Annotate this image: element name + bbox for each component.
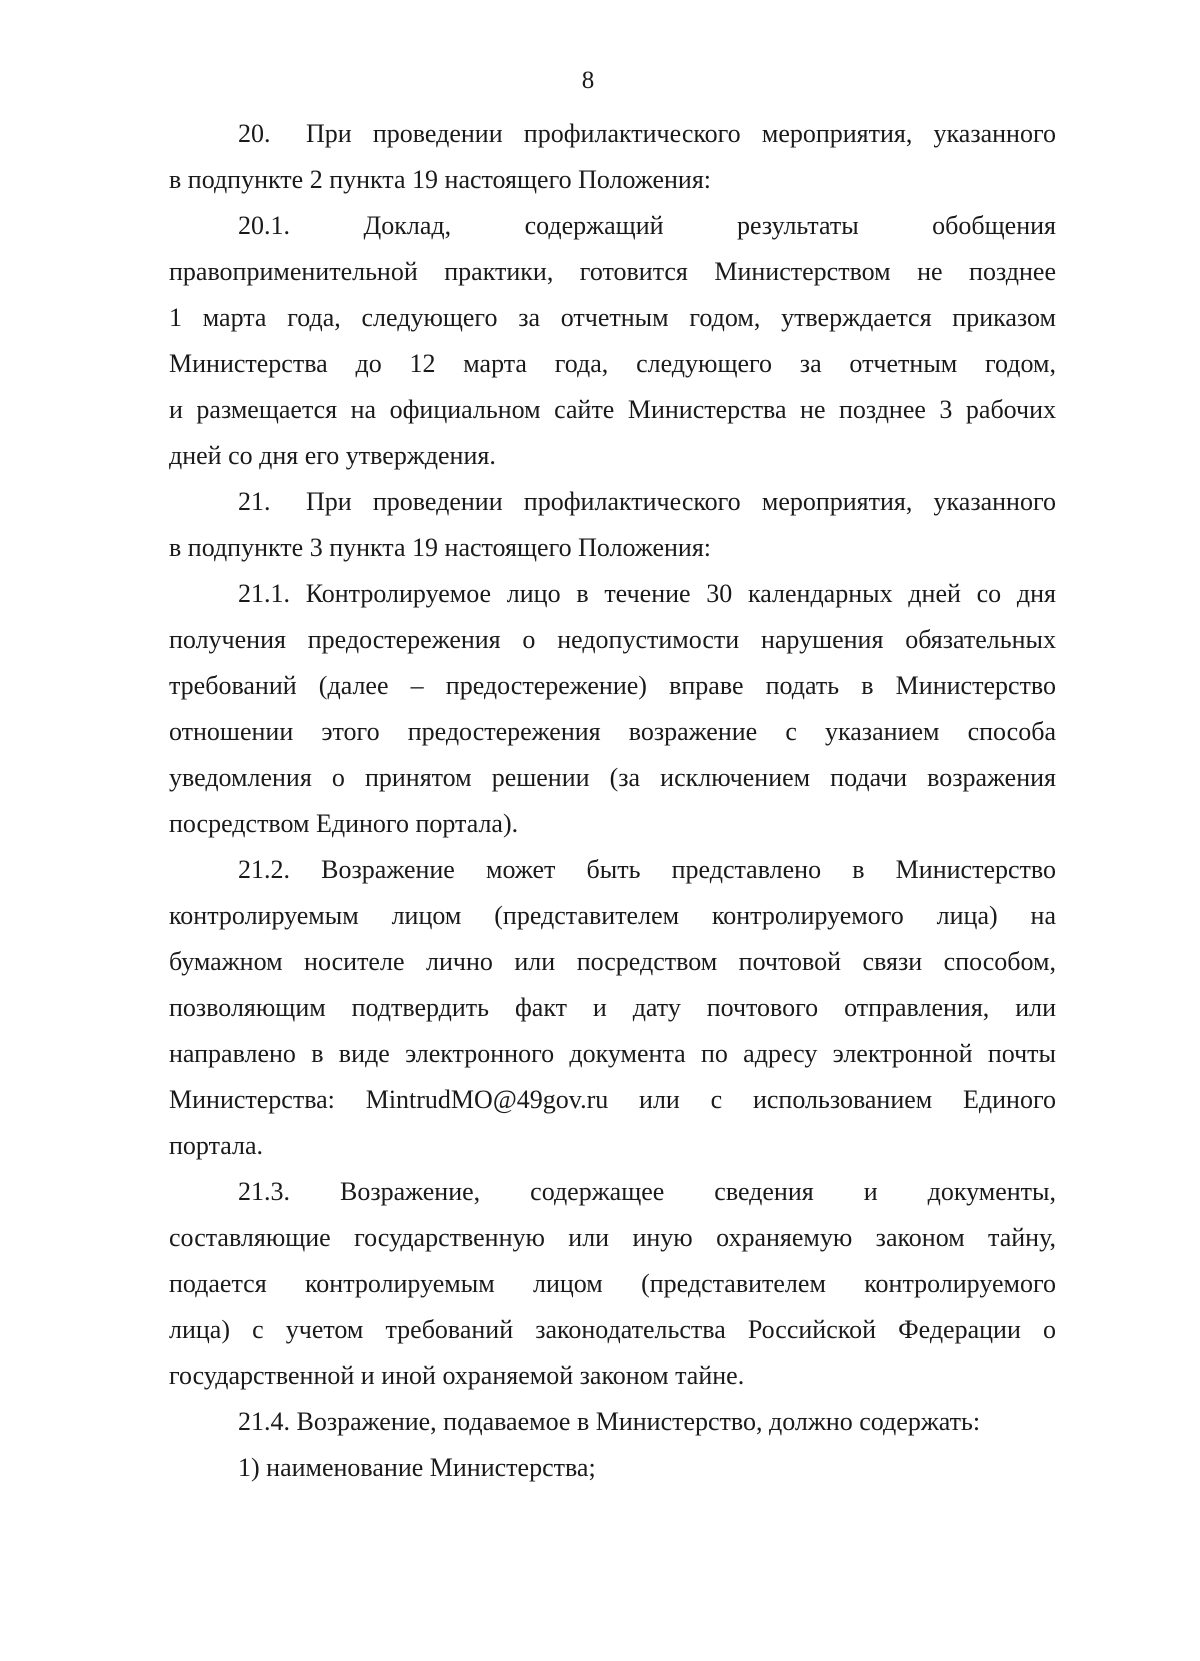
paragraph-21-1-line-1: 21.1. Контролируемое лицо в течение 30 календарных дней со дня [238,579,1056,608]
paragraph-20-1-line-2: правоприменительной практики, готовится Министерством не позднее [169,257,1056,286]
paragraph-21-1-line-3: требований (далее – предостережение) вправе подать в Министерство [169,671,1056,700]
paragraph-21-2-line-5: направлено в виде электронного документа по адресу электронной почты [169,1039,1056,1068]
paragraph-20-1-line-1: 20.1. Доклад, содержащий результаты обобщения [238,211,1056,240]
paragraph-21-4-line-1: 21.4. Возражение, подаваемое в Министерство, должно содержать: [238,1407,981,1436]
paragraph-21-1-line-4: отношении этого предостережения возражение с указанием способа [169,717,1056,746]
paragraph-20-1-line-5: и размещается на официальном сайте Министерства не позднее 3 рабочих [169,395,1056,424]
paragraph-20-1-line-6: дней со дня его утверждения. [169,441,496,470]
page-number: 8 [581,67,595,94]
clause-number-21: 21. [238,487,271,516]
paragraph-21-1-line-6: посредством Единого портала). [169,809,519,838]
paragraph-21-3-line-2: составляющие государственную или иную охраняемую законом тайну, [169,1223,1056,1252]
paragraph-20-line-1 [238,118,1056,150]
paragraph-21-3-line-5: государственной и иной охраняемой законом тайне. [169,1361,745,1390]
paragraph-21-2-line-1: 21.2. Возражение может быть представлено в Министерство [238,855,1056,884]
paragraph-20-line-2: в подпункте 2 пункта 19 настоящего Положения: [169,165,712,194]
clause-number-20: 20. [238,119,271,148]
paragraph-21-2-line-4: позволяющим подтвердить факт и дату почтового отправления, или [169,993,1056,1022]
clause-text: При проведении профилактического мероприятия, указанного [306,119,1056,148]
paragraph-21-2-line-7: портала. [169,1131,264,1160]
paragraph-21-2-line-3: бумажном носителе лично или посредством почтовой связи способом, [169,947,1056,976]
paragraph-21-2-line-2: контролируемым лицом (представителем контролируемого лица) на [169,901,1056,930]
paragraph-21-2-line-6: Министерства: MintrudMO@49gov.ru или с использованием Единого [169,1085,1056,1114]
clause-text: При проведении профилактического мероприятия, указанного [306,487,1056,516]
paragraph-21-1-line-5: уведомления о принятом решении (за исключением подачи возражения [169,763,1056,792]
paragraph-21-3-line-4: лица) с учетом требований законодательства Российской Федерации о [169,1315,1056,1344]
list-item-1: 1) наименование Министерства; [238,1453,596,1482]
paragraph-20-1-line-3: 1 марта года, следующего за отчетным годом, утверждается приказом [169,303,1056,332]
paragraph-21-1-line-2: получения предостережения о недопустимости нарушения обязательных [169,625,1056,654]
paragraph-21-line-1 [238,486,1056,518]
paragraph-20-1-line-4: Министерства до 12 марта года, следующего за отчетным годом, [169,349,1056,378]
paragraph-21-3-line-3: подается контролируемым лицом (представителем контролируемого [169,1269,1056,1298]
paragraph-21-line-2: в подпункте 3 пункта 19 настоящего Положения: [169,533,712,562]
paragraph-21-3-line-1: 21.3. Возражение, содержащее сведения и документы, [238,1177,1056,1206]
